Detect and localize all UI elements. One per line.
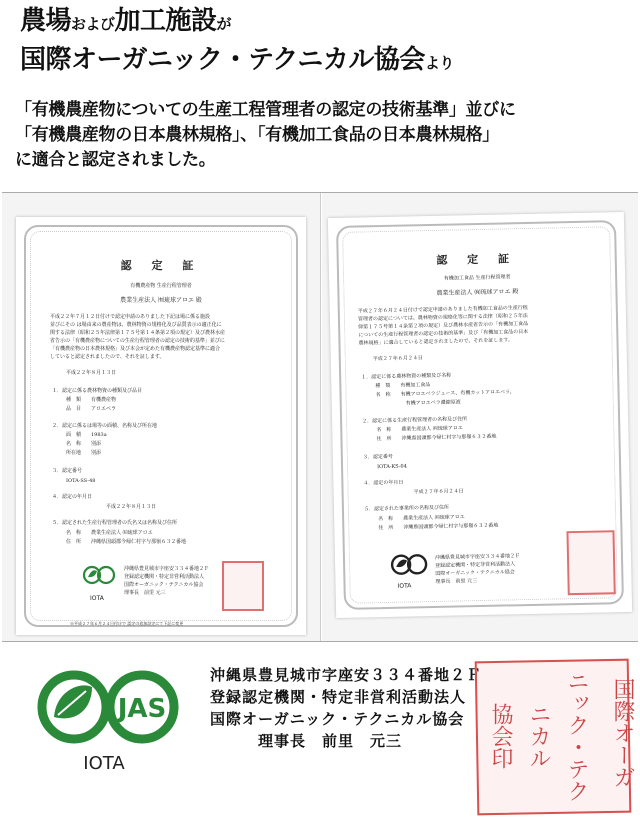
certification-number: IOTA-KS-04 — [377, 463, 407, 471]
jas-logo — [18, 665, 198, 785]
item-2-title: ２．認定に係る生産行程管理者の名称及び住所 — [362, 416, 468, 425]
issuer-line: 理事長 前里 元三 — [124, 590, 166, 596]
certificate-footnote: ※平成２７年６月２４日付けで 認定の追加設定にて下記に変更 — [70, 621, 184, 626]
certification-statement — [15, 98, 516, 173]
issuer-block — [435, 552, 521, 586]
item-1-title: １．認定に係る農林物資の種類及び名称 — [361, 372, 452, 381]
headline-org: 国際オーガニック・テクニカル協会 — [20, 45, 425, 75]
headline-line-2 — [20, 45, 454, 78]
body-line: 律第１７５号第１４条第２項の規定）及び農林水産省告示の「有機加工食品 — [358, 320, 529, 331]
chairman-name: 理事長 前里 元三 — [258, 732, 403, 750]
item-5-line: 住 所 沖縄県国頭郡今帰仁村字与那嶺６３２番地 — [66, 539, 187, 545]
body-line: していると認定されましたので、それを証します。 — [50, 354, 165, 360]
certification-date: 平成２７年６月２４日 — [413, 488, 464, 496]
item-4-title: ４．認定の年月日 — [52, 494, 93, 500]
certificate-processing — [328, 212, 632, 618]
body-line: 平成２７年６月２４日付けで認定申請のありました有機加工食品の生産行程 — [357, 304, 528, 315]
certification-body-line: 登録認定機関・特定非営利活動法人 — [210, 688, 467, 706]
item-2-line: 名 称 別添 — [66, 441, 102, 447]
body-line: 管理者の認定については、農林物資の規格化等に関する法律（昭和２５年法 — [357, 312, 528, 323]
seal-column-2: ニック・テク — [564, 670, 589, 802]
certificate-panel-left — [2, 193, 321, 641]
item-1-line: 有機アロエベラ濃縮原液 — [375, 399, 461, 408]
jas-logo-icon — [82, 563, 116, 595]
item-1-line: 種 類 有機加工食品 — [375, 382, 431, 390]
certificate-title: 認 定 証 — [120, 259, 202, 272]
certificate-subtitle: 有機農産物 生産行程管理者 — [130, 283, 192, 289]
item-5-line: 住 所 沖縄県国頭郡今帰仁村字与那嶺６３２番地 — [378, 522, 499, 532]
seal-stamp — [222, 561, 264, 611]
item-2-line: 所在地 別添 — [66, 450, 102, 456]
headline-facility: 加工施設 — [114, 6, 217, 36]
item-2-line: 面 積 1983a — [66, 432, 107, 438]
official-seal-stamp — [476, 650, 636, 816]
headline-and: および — [71, 15, 115, 33]
certificate-recipient: 農業生産法人 ㈲琉球アロエ 殿 — [120, 297, 202, 304]
body-line: 並びにその は場由来の農産物は、農林物資の規格化及び品質表示の適正化に — [50, 322, 222, 328]
organization-name: 国際オーガニック・テクニカル協会 — [210, 710, 465, 728]
seal-stamp — [566, 530, 615, 595]
item-2-line: 名 称 農業生産法人 ㈲琉球アロエ — [376, 425, 463, 434]
issuer-address-block — [210, 664, 482, 752]
issuer-line: 登録認定機関・特定非営利活動法人 — [435, 561, 516, 569]
statement-line-1: 「有機農産物についての生産工程管理者の認定の技術基準」並びに — [15, 100, 516, 120]
issuer-line: 国際オーガニック・テクニカル協会 — [435, 569, 515, 577]
item-2-line: 住 所 沖縄県国頭郡今帰仁村字与那嶺６３２番地 — [376, 433, 497, 443]
seal-column-4: 協会印 — [488, 703, 513, 769]
issuer-line: 国際オーガニック・テクニカル協会 — [124, 582, 204, 588]
issuer-line: 登録認定機関・特定非営利活動法人 — [124, 574, 205, 580]
seal-column-1: 国際オーガ — [610, 678, 635, 788]
issuer-line: 沖縄県豊見城市字座安３３４番地２Ｆ — [434, 553, 521, 561]
body-line: 省告示の「有機農産物についての生産行程管理者の認定の技術的基準」並びに — [50, 338, 225, 344]
iota-text: IOTA — [83, 753, 125, 774]
body-line: 農林規格」に適合していると認定されましたので、それを証します。 — [358, 337, 514, 347]
certificate-title: 認 定 証 — [436, 252, 518, 267]
statement-line-3: に適合と認定されました。 — [15, 150, 216, 170]
certificate-recipient: 農業生産法人 ㈲琉球アロエ 殿 — [436, 288, 519, 297]
item-5-title: ５．認定された事業所の名称及び住所 — [363, 504, 450, 513]
headline-particle: が — [216, 15, 232, 33]
item-4-title: ４．認定の年月日 — [363, 479, 404, 487]
item-3-title: ３．認定番号 — [362, 453, 393, 461]
certificate-panel-right — [322, 193, 638, 641]
item-1-line: 名 称 有機アロエベラジュース、有機カットアロエベラ、 — [375, 389, 515, 399]
certificate-body — [50, 313, 276, 361]
issuer-line: 理事長 前里 元三 — [435, 578, 478, 585]
item-5-line: 名 称 農業生産法人 ㈲琉球アロエ — [66, 530, 153, 536]
certification-date: 平成２２年８月１３日 — [106, 504, 157, 510]
body-line: 関する法律（昭和２５年法律第１７５号第１４条第２項の規定）及び農林水産 — [50, 330, 226, 336]
headline — [20, 6, 454, 78]
item-1-title: １．認定に係る農林物資の種類及び品目 — [52, 388, 143, 394]
item-5-title: ５．認定された生産行程管理者の氏名又は名称及び住所 — [52, 520, 178, 526]
item-1-line: 品 目 アロエベラ — [66, 406, 117, 412]
iota-label: IOTA — [90, 595, 104, 602]
item-5-line: 名 称 農業生産法人 ㈲琉球アロエ — [378, 514, 465, 523]
headline-line-1 — [20, 6, 454, 39]
address-line: 沖縄県豊見城市字座安３３４番地２Ｆ — [210, 666, 483, 684]
certificate-subtitle: 有機加工食品 生産行程管理者 — [443, 274, 511, 282]
certificate-farm — [16, 217, 306, 635]
issuer-block — [124, 565, 209, 597]
issuer-line: 沖縄県豊見城市字座安３３４番地２Ｆ — [124, 566, 210, 572]
headline-from: より — [424, 54, 454, 72]
item-3-title: ３．認定番号 — [52, 468, 83, 474]
jas-text: JAS — [117, 694, 167, 724]
certificate-body — [358, 303, 597, 348]
seal-column-3: ニカル — [526, 703, 551, 769]
body-line: 平成２２年７月１２日付けで認定申請のありました下記は場に係る施設 — [50, 314, 211, 320]
body-line: 「有機農産物の日本農林規格」及び本会が定めた有機農産物認定基準に適合 — [50, 346, 221, 352]
statement-line-2: 「有機農産物の日本農林規格」、「有機加工食品の日本農林規格」 — [15, 125, 499, 145]
certification-number: IOTA-SS-48 — [66, 478, 96, 484]
item-2-title: ２．認定に係るは場等の面積、名称及び所在地 — [52, 423, 158, 429]
item-1-line: 種 類 有機農産物 — [66, 397, 117, 403]
certificate-panels — [2, 192, 638, 642]
headline-farm: 農場 — [20, 6, 72, 36]
certificate-date: 平成２７年６月２４日 — [372, 355, 423, 363]
iota-label: IOTA — [397, 582, 412, 590]
certificate-date: 平成２２年８月１３日 — [66, 370, 117, 376]
body-line: についての生産行程管理者の認定の技術的基準」及び「有機加工食品の日本 — [358, 328, 529, 339]
jas-logo-icon — [389, 552, 430, 583]
